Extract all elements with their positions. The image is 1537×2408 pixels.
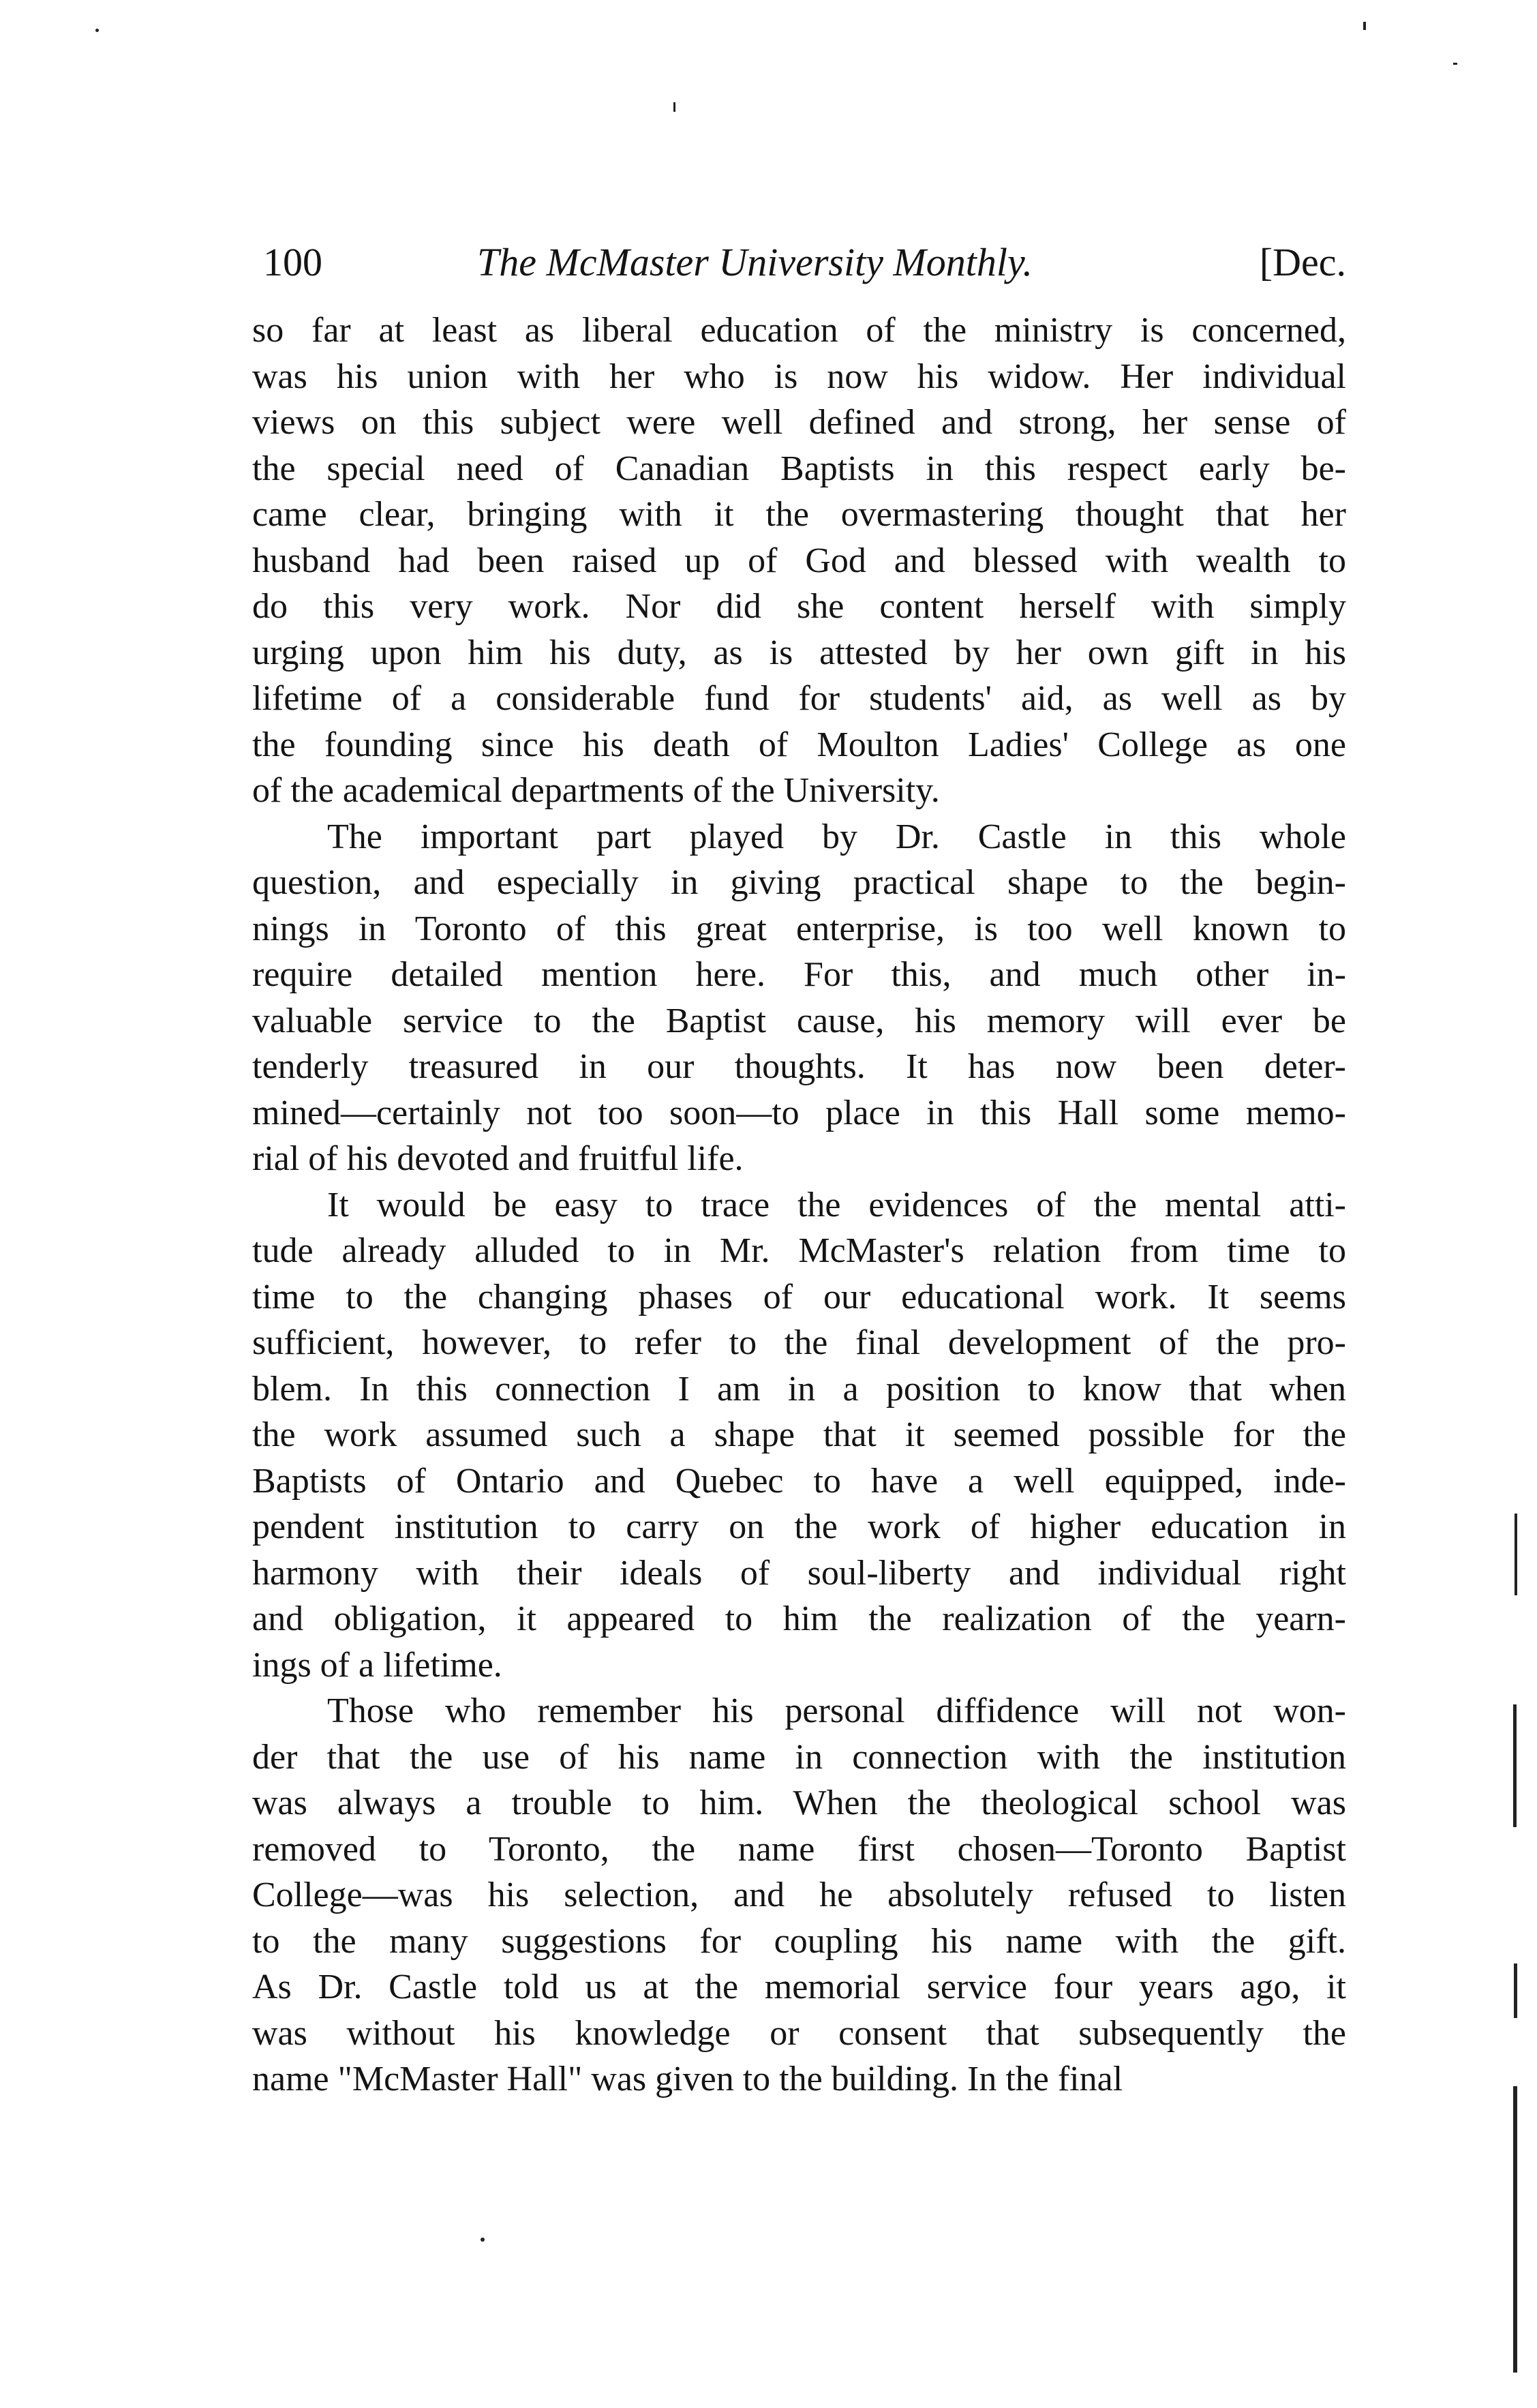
text-line: was always a trouble to him. When the theological school was bbox=[252, 1784, 1346, 1822]
text-line: College—was his selection, and he absolutely refused to listen bbox=[252, 1876, 1346, 1914]
text-line: sufficient, however, to refer to the final development of the pro- bbox=[252, 1323, 1346, 1362]
text-line: rial of his devoted and fruitful life. bbox=[252, 1139, 744, 1178]
text-line: urging upon him his duty, as is attested by her own gift in his bbox=[252, 633, 1346, 672]
text-line: The important part played by Dr. Castle in this whole bbox=[327, 817, 1346, 856]
text-line: mined—certainly not too soon—to place in this Hall some memo- bbox=[252, 1093, 1346, 1132]
text-line: and obligation, it appeared to him the realization of the yearn- bbox=[252, 1599, 1346, 1638]
text-line: valuable service to the Baptist cause, his memory will ever be bbox=[252, 1001, 1346, 1040]
page-number: 100 bbox=[263, 240, 322, 284]
text-line: so far at least as liberal education of the ministry is concerned, bbox=[252, 311, 1346, 350]
margin-rule bbox=[1513, 1704, 1517, 1827]
margin-rule bbox=[1514, 1963, 1517, 2018]
paragraph bbox=[252, 814, 1346, 1182]
issue-month: [Dec. bbox=[1259, 240, 1346, 284]
text-line: harmony with their ideals of soul-liberty and individual right bbox=[252, 1553, 1346, 1593]
text-line: removed to Toronto, the name first chosen—Toronto Baptist bbox=[252, 1829, 1346, 1869]
scan-speck bbox=[95, 29, 99, 32]
text-line: do this very work. Nor did she content herself with simply bbox=[252, 587, 1346, 626]
text-line: As Dr. Castle told us at the memorial service four years ago, it bbox=[252, 1968, 1346, 2006]
text-line: tude already alluded to in Mr. McMaster's relation from time to bbox=[252, 1231, 1346, 1270]
text-line: Those who remember his personal diffidence will not won- bbox=[327, 1691, 1346, 1730]
paragraph bbox=[252, 307, 1346, 814]
text-line: was without his knowledge or consent that subsequently the bbox=[252, 2013, 1346, 2053]
scan-speck bbox=[1363, 22, 1366, 30]
text-line: name "McMaster Hall" was given to the building. In the final bbox=[252, 2060, 1123, 2098]
scan-speck bbox=[1453, 63, 1457, 65]
text-line: time to the changing phases of our educational work. It seems bbox=[252, 1277, 1346, 1316]
text-line: views on this subject were well defined and strong, her sense of bbox=[252, 403, 1346, 442]
text-line: to the many suggestions for coupling his name with the gift. bbox=[252, 1921, 1346, 1961]
journal-title: The McMaster University Monthly. bbox=[477, 240, 1033, 284]
document-page bbox=[252, 235, 1346, 2103]
margin-rule bbox=[1515, 1514, 1517, 1595]
running-head bbox=[252, 235, 1346, 290]
margin-rule bbox=[1513, 2086, 1517, 2373]
text-line: nings in Toronto of this great enterprise, is too well known to bbox=[252, 909, 1346, 948]
text-line: blem. In this connection I am in a position to know that when bbox=[252, 1369, 1346, 1409]
text-line: require detailed mention here. For this, and much other in- bbox=[252, 955, 1346, 994]
text-line: pendent institution to carry on the work of higher education in bbox=[252, 1507, 1346, 1546]
text-line: der that the use of his name in connection with the institution bbox=[252, 1737, 1346, 1777]
text-line: Baptists of Ontario and Quebec to have a well equipped, inde- bbox=[252, 1461, 1346, 1501]
article-body bbox=[252, 307, 1346, 2103]
text-line: came clear, bringing with it the overmastering thought that her bbox=[252, 495, 1346, 534]
text-line: the founding since his death of Moulton Ladies' College as one bbox=[252, 725, 1346, 764]
paragraph bbox=[252, 1182, 1346, 1689]
text-line: was his union with her who is now his widow. Her individual bbox=[252, 357, 1346, 396]
text-line: of the academical departments of the University. bbox=[252, 771, 940, 810]
text-line: the special need of Canadian Baptists in this respect early be- bbox=[252, 449, 1346, 488]
scan-speck bbox=[481, 2238, 485, 2242]
text-line: lifetime of a considerable fund for students' aid, as well as by bbox=[252, 679, 1346, 718]
text-line: ings of a lifetime. bbox=[252, 1645, 502, 1685]
text-line: tenderly treasured in our thoughts. It has now been deter- bbox=[252, 1047, 1346, 1086]
text-line: the work assumed such a shape that it seemed possible for the bbox=[252, 1415, 1346, 1454]
text-line: It would be easy to trace the evidences of the mental atti- bbox=[327, 1185, 1346, 1224]
text-line: question, and especially in giving practical shape to the begin- bbox=[252, 863, 1346, 902]
paragraph bbox=[252, 1688, 1346, 2103]
text-line: husband had been raised up of God and blessed with wealth to bbox=[252, 541, 1346, 580]
scan-speck bbox=[673, 102, 675, 112]
